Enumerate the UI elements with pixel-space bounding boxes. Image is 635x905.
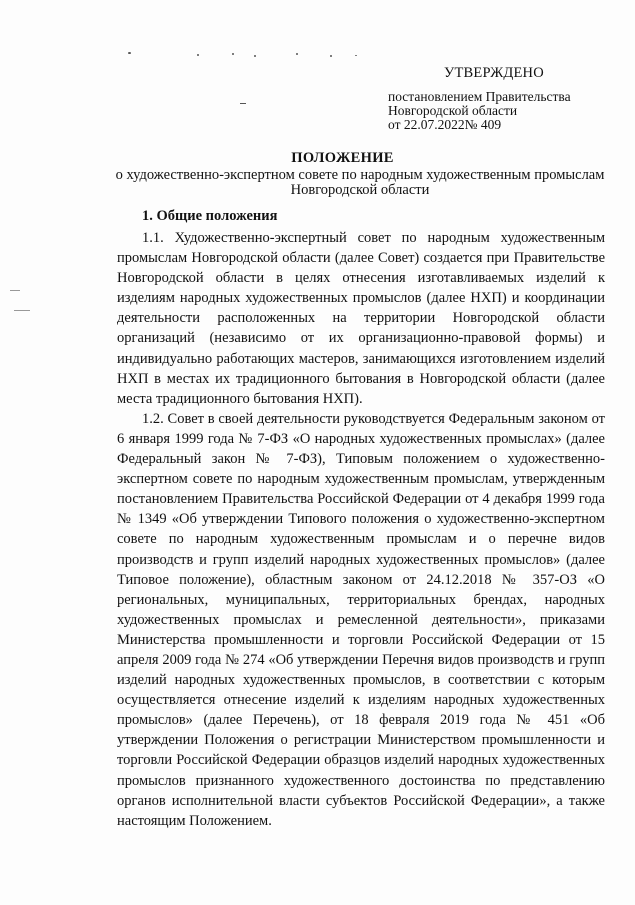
scan-speck	[355, 55, 357, 56]
approval-line-3: от 22.07.2022№ 409	[388, 117, 502, 132]
section-heading: 1. Общие положения	[142, 208, 278, 224]
scan-speck	[10, 290, 20, 291]
scan-speck	[128, 52, 131, 54]
paragraph-1-2: 1.2. Совет в своей деятельности руководствуется Федеральным законом от 6 января 1999 года № 7-ФЗ «О народных художественных промыслах» (далее Федеральный закон № 7-ФЗ), Типовым положением о художественно-экспертном совете по народным художественным промыслам, утвержденным постановлением Правительства Российской Федерации от 4 декабря 1999 года № 1349 «Об утверждении Типового положения о художественно-экспертном совете по народным художественным промыслам и о перечне видов производств и групп изделий народных художественных промыслов» (далее Типовое положение), областным законом от 24.12.2018 № 357-ОЗ «О региональных, муниципальных, территориальных брендах, народных художественных промыслах и ремесленной деятельности», приказами Министерства промышленности и торговли Российской Федерации от 15 апреля 2009 года № 274 «Об утверждении Перечня видов производств и групп изделий народных художественных промыслов, в соответствии с которым осуществляется отнесение изделий к изделиям народных художественных промыслов» (далее Перечень), от 18 февраля 2019 года № 451 «Об утверждении Положения о регистрации Министерством промышленности и торговли Российской Федерации образцов изделий народных художественных промыслов признанного художественного достоинства по представлению органов исполнительной власти субъектов Российской Федерации», а также настоящим Положением.	[117, 410, 605, 829]
scan-speck	[14, 310, 30, 311]
document-body	[117, 228, 605, 831]
approval-line-2: Новгородской области	[388, 103, 518, 118]
approval-title: УТВЕРЖДЕНО	[444, 65, 544, 81]
paragraph-1-1: 1.1. Художественно-экспертный совет по народным художественным промыслам Новгородской области (далее Совет) создается при Правительстве Новгородской области в целях отнесения изготавливаемых изделий к изделиям народных художественных промыслов (далее НХП) и координации деятельности расположенных на территории Новгородской области организаций (независимо от их организационно-правовой формы) и индивидуально работающих мастеров, занимающихся изготовлением изделий НХП в местах их традиционного бытования в Новгородской области (далее места традиционного бытования НХП).	[117, 230, 605, 407]
approval-line-1: постановлением Правительства	[388, 89, 571, 104]
document-subtitle: о художественно-экспертном совете по народным художественным промыслам Новгородской области	[115, 167, 605, 198]
scan-speck	[197, 54, 199, 56]
document-title: ПОЛОЖЕНИЕ	[291, 150, 394, 166]
scan-speck	[296, 53, 298, 55]
scan-speck	[330, 55, 332, 57]
scan-speck	[240, 103, 246, 104]
approval-stamp-block	[388, 66, 618, 132]
scan-speck	[232, 53, 234, 55]
scan-speck	[254, 55, 256, 57]
